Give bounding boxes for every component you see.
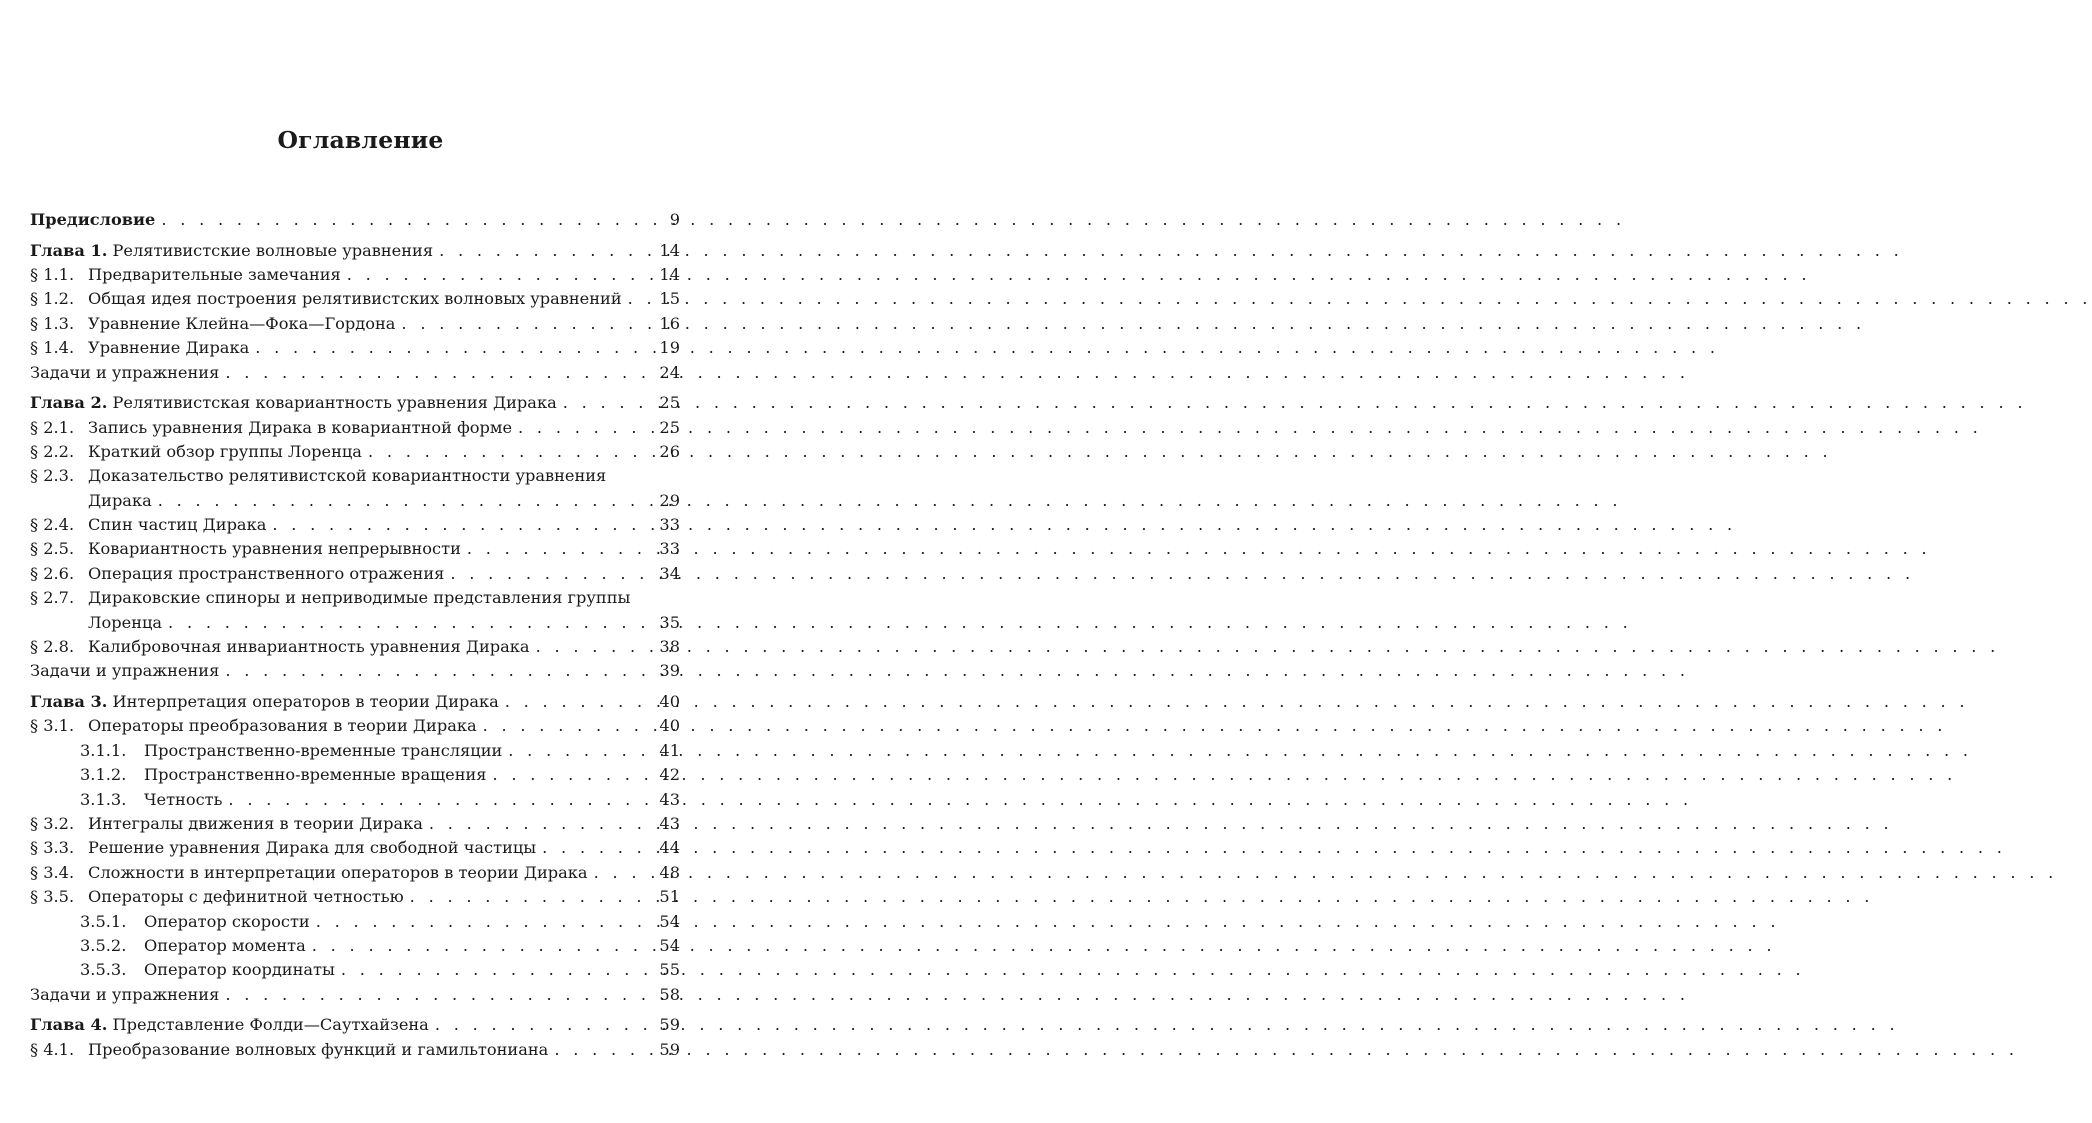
toc-entry[interactable] (30, 958, 680, 982)
toc-entry-number: 3.1.1. (80, 740, 127, 760)
toc-entry-text: Уравнение Клейна—Фока—Гордона (88, 313, 396, 333)
toc-page-number: 40 (659, 691, 680, 711)
toc-leader-dots (518, 416, 652, 440)
toc-entry[interactable] (30, 489, 680, 513)
toc-leader-dots (225, 361, 652, 385)
toc-page-number: 33 (659, 515, 680, 535)
toc-entry-text: Пространственно-временные трансляции (144, 740, 503, 760)
toc-entry[interactable] (30, 611, 680, 635)
toc-entry-label: Глава 4. (30, 1015, 108, 1035)
toc-page-number: 9 (669, 210, 680, 229)
toc-leader-dots (368, 440, 652, 464)
toc-entry[interactable] (30, 361, 680, 385)
toc-page-number: 34 (659, 563, 680, 583)
toc-entry[interactable] (30, 812, 680, 836)
toc-leader-dots (439, 239, 652, 263)
toc-entry-text: Релятивистские волновые уравнения (112, 240, 434, 260)
toc-entry-title (88, 263, 341, 287)
toc-entry-text: Ковариантность уравнения непрерывности (88, 539, 461, 559)
toc-entry-title (30, 391, 557, 415)
toc-entry[interactable] (30, 885, 680, 909)
toc-entry-text: Релятивистская ковариантность уравнения Дирака (112, 393, 557, 413)
toc-page-number: 43 (659, 813, 680, 833)
toc-entry-number: 3.1.3. (80, 789, 127, 809)
toc-entry-title (30, 1013, 429, 1037)
toc-entry[interactable] (30, 208, 680, 232)
toc-entry-label: Предисловие (30, 210, 156, 229)
toc-entry-number: 3.5.3. (80, 960, 127, 980)
toc-leader-dots (316, 910, 652, 934)
toc-leader-dots (493, 763, 652, 787)
toc-entry-text: Задачи и упражнения (30, 984, 220, 1004)
toc-leader-dots (450, 562, 652, 586)
toc-entry[interactable] (30, 714, 680, 738)
toc-entry[interactable] (30, 336, 680, 360)
toc-entry-number: 3.5.1. (80, 911, 127, 931)
toc-entry-text: Уравнение Дирака (88, 338, 250, 358)
toc-entry-number: § 1.2. (30, 289, 75, 309)
toc-entry-number: § 2.6. (30, 563, 75, 583)
toc-entry[interactable] (30, 1038, 680, 1062)
toc-entry-title (144, 763, 487, 787)
toc-entry-title (88, 537, 461, 561)
toc-leader-dots (158, 489, 652, 513)
toc-entry-text: Интерпретация операторов в теории Дирака (112, 691, 499, 711)
toc-entry-text: Общая идея построения релятивистских волновых уравнений (88, 289, 622, 309)
toc-entry-text: Краткий обзор группы Лоренца (88, 441, 362, 461)
toc-page-number: 19 (659, 338, 680, 358)
toc-page-number: 35 (659, 612, 680, 632)
toc-entry-text: Четность (144, 789, 223, 809)
toc-entry-text: Запись уравнения Дирака в ковариантной форме (88, 417, 513, 437)
toc-page-number: 59 (659, 1015, 680, 1035)
toc-entry-title (30, 690, 499, 714)
toc-entry[interactable] (30, 836, 680, 860)
toc-leader-dots (467, 537, 652, 561)
toc-page-number: 25 (659, 393, 680, 413)
toc-leader-dots (312, 934, 652, 958)
toc-entry-title (144, 958, 335, 982)
toc-leader-dots (228, 788, 652, 812)
toc-entry-number: § 2.2. (30, 441, 75, 461)
toc-entry[interactable] (30, 635, 680, 659)
toc-entry-text: Калибровочная инвариантность уравнения Дирака (88, 637, 530, 657)
toc-page-number: 14 (659, 264, 680, 284)
toc-entry-text: Предварительные замечания (88, 264, 341, 284)
toc-entry-text: Интегралы движения в теории Дирака (88, 813, 423, 833)
toc-leader-dots (542, 836, 652, 860)
toc-page-number: 51 (659, 887, 680, 907)
toc-entry-title (30, 239, 433, 263)
toc-entry-title (88, 440, 362, 464)
toc-entry[interactable] (30, 312, 680, 336)
toc-page-number: 54 (659, 911, 680, 931)
toc-entry-label: Глава 3. (30, 691, 108, 711)
toc-entry-title (88, 489, 152, 513)
toc-entry-text: Оператор координаты (144, 960, 335, 980)
toc-entry-title (144, 739, 502, 763)
toc-entry-text: Пространственно-временные вращения (144, 765, 487, 785)
toc-entry[interactable] (30, 1013, 680, 1037)
toc-entry-label: Глава 2. (30, 393, 108, 413)
toc-entry-text: Оператор скорости (144, 911, 310, 931)
toc-entry-text: Сложности в интерпретации операторов в теории Дирака (88, 862, 588, 882)
toc-page-number: 38 (659, 637, 680, 657)
toc-entry-label: Глава 1. (30, 240, 108, 260)
toc-page-number: 39 (659, 661, 680, 681)
toc-leader-dots (272, 513, 652, 537)
toc-entry-title (88, 611, 162, 635)
toc-entry-number: § 3.4. (30, 862, 75, 882)
toc-leader-dots (505, 690, 652, 714)
toc-entry-number: § 3.3. (30, 838, 75, 858)
toc-entry[interactable] (30, 586, 680, 610)
toc-page-number: 25 (659, 417, 680, 437)
toc-entry-text: Спин частиц Дирака (88, 515, 267, 535)
toc-page-number: 58 (659, 984, 680, 1004)
toc-entry-title (30, 208, 155, 232)
toc-leader-dots (225, 659, 652, 683)
toc-leader-dots (168, 611, 652, 635)
toc-entry-text: Решение уравнения Дирака для свободной частицы (88, 838, 537, 858)
toc-entry-text: Дираковские спиноры и неприводимые представления группы (88, 588, 631, 608)
toc-entry-text: Преобразование волновых функций и гамильтониана (88, 1039, 549, 1059)
toc-page-number: 16 (659, 313, 680, 333)
toc-leader-dots (594, 861, 652, 885)
toc-entry-title (88, 562, 444, 586)
toc-entry-title (88, 812, 423, 836)
toc-entry-title (88, 513, 266, 537)
toc-page-number: 26 (659, 441, 680, 461)
toc-entry-text: Операторы преобразования в теории Дирака (88, 716, 477, 736)
toc-entry-number: § 1.3. (30, 313, 75, 333)
toc-leader-dots (536, 635, 652, 659)
toc-entry[interactable] (30, 983, 680, 1007)
toc-entry[interactable] (30, 513, 680, 537)
toc-page-number: 48 (659, 862, 680, 882)
toc-leader-dots (435, 1013, 652, 1037)
toc-entry[interactable] (30, 934, 680, 958)
toc-entry-title (144, 910, 310, 934)
toc-entry[interactable] (30, 690, 680, 714)
toc-page-number: 44 (659, 838, 680, 858)
toc-page-number: 15 (659, 289, 680, 309)
toc-entry-text: Задачи и упражнения (30, 362, 220, 382)
toc-entry-title (88, 635, 530, 659)
toc-entry[interactable] (30, 659, 680, 683)
toc-entry[interactable] (30, 287, 680, 311)
toc-entry-title (88, 885, 404, 909)
toc-entry-title (88, 416, 512, 440)
toc-entry-number: § 2.3. (30, 466, 75, 486)
toc-entry-title (30, 659, 219, 683)
toc-entry[interactable] (30, 416, 680, 440)
toc-entry[interactable] (30, 562, 680, 586)
toc-entry[interactable] (30, 788, 680, 812)
toc-entry[interactable] (30, 861, 680, 885)
toc-page-number: 59 (659, 1039, 680, 1059)
toc-page-number: 54 (659, 935, 680, 955)
toc-leader-dots (508, 739, 652, 763)
toc-page-number: 14 (659, 240, 680, 260)
toc-leader-dots (347, 263, 652, 287)
table-of-contents (30, 208, 680, 1062)
toc-entry[interactable] (30, 263, 680, 287)
toc-entry-number: § 2.1. (30, 417, 75, 437)
toc-leader-dots (554, 1038, 652, 1062)
toc-entry-text: Доказательство релятивистской ковариантности уравнения (88, 466, 607, 486)
toc-leader-dots (341, 958, 652, 982)
toc-page-number: 40 (659, 716, 680, 736)
toc-entry-text: Дирака (88, 490, 152, 510)
toc-entry[interactable] (30, 239, 680, 263)
toc-leader-dots (255, 336, 652, 360)
toc-entry-title (88, 336, 249, 360)
toc-entry-title (144, 934, 306, 958)
toc-entry-text: Представление Фолди—Саутхайзена (112, 1015, 429, 1035)
toc-entry-text: Задачи и упражнения (30, 661, 220, 681)
toc-entry[interactable] (30, 464, 680, 488)
toc-entry-title (88, 312, 395, 336)
toc-entry-title (88, 464, 606, 488)
toc-page-number: 33 (659, 539, 680, 559)
toc-page-number: 55 (659, 960, 680, 980)
toc-entry[interactable] (30, 391, 680, 415)
toc-entry[interactable] (30, 763, 680, 787)
toc-entry-text: Операторы с дефинитной четностью (88, 887, 404, 907)
toc-entry-title (88, 861, 588, 885)
toc-page-number: 24 (659, 362, 680, 382)
page-title: Оглавление (277, 126, 444, 154)
toc-entry-text: Лоренца (88, 612, 163, 632)
toc-entry-number: § 1.1. (30, 264, 75, 284)
toc-leader-dots (410, 885, 652, 909)
toc-entry-number: § 1.4. (30, 338, 75, 358)
toc-entry-number: 3.1.2. (80, 765, 127, 785)
toc-entry-title (88, 287, 622, 311)
toc-entry-title (88, 714, 477, 738)
toc-leader-dots (225, 983, 652, 1007)
toc-entry-number: § 2.5. (30, 539, 75, 559)
toc-entry-number: § 2.4. (30, 515, 75, 535)
toc-entry-number: § 3.5. (30, 887, 75, 907)
toc-leader-dots (563, 391, 652, 415)
toc-entry[interactable] (30, 440, 680, 464)
toc-entry-title (88, 1038, 548, 1062)
toc-entry[interactable] (30, 537, 680, 561)
toc-entry-number: § 4.1. (30, 1039, 75, 1059)
toc-entry-title (88, 586, 630, 610)
toc-page-number: 42 (659, 765, 680, 785)
toc-leader-dots (483, 714, 652, 738)
toc-entry-title (30, 361, 219, 385)
toc-entry-text: Операция пространственного отражения (88, 563, 445, 583)
toc-entry-text: Оператор момента (144, 935, 306, 955)
toc-leader-dots (429, 812, 652, 836)
toc-leader-dots (161, 208, 652, 232)
toc-entry-title (144, 788, 222, 812)
toc-entry-number: 3.5.2. (80, 935, 127, 955)
toc-entry-number: § 3.2. (30, 813, 75, 833)
toc-entry-title (30, 983, 219, 1007)
toc-leader-dots (628, 287, 652, 311)
toc-entry[interactable] (30, 910, 680, 934)
toc-entry-title (88, 836, 536, 860)
toc-entry-number: § 2.8. (30, 637, 75, 657)
toc-entry-number: § 3.1. (30, 716, 75, 736)
toc-page-number: 43 (659, 789, 680, 809)
toc-page-number: 41 (659, 740, 680, 760)
toc-leader-dots (401, 312, 652, 336)
toc-entry-number: § 2.7. (30, 588, 75, 608)
toc-page-number: 29 (659, 490, 680, 510)
toc-entry[interactable] (30, 739, 680, 763)
